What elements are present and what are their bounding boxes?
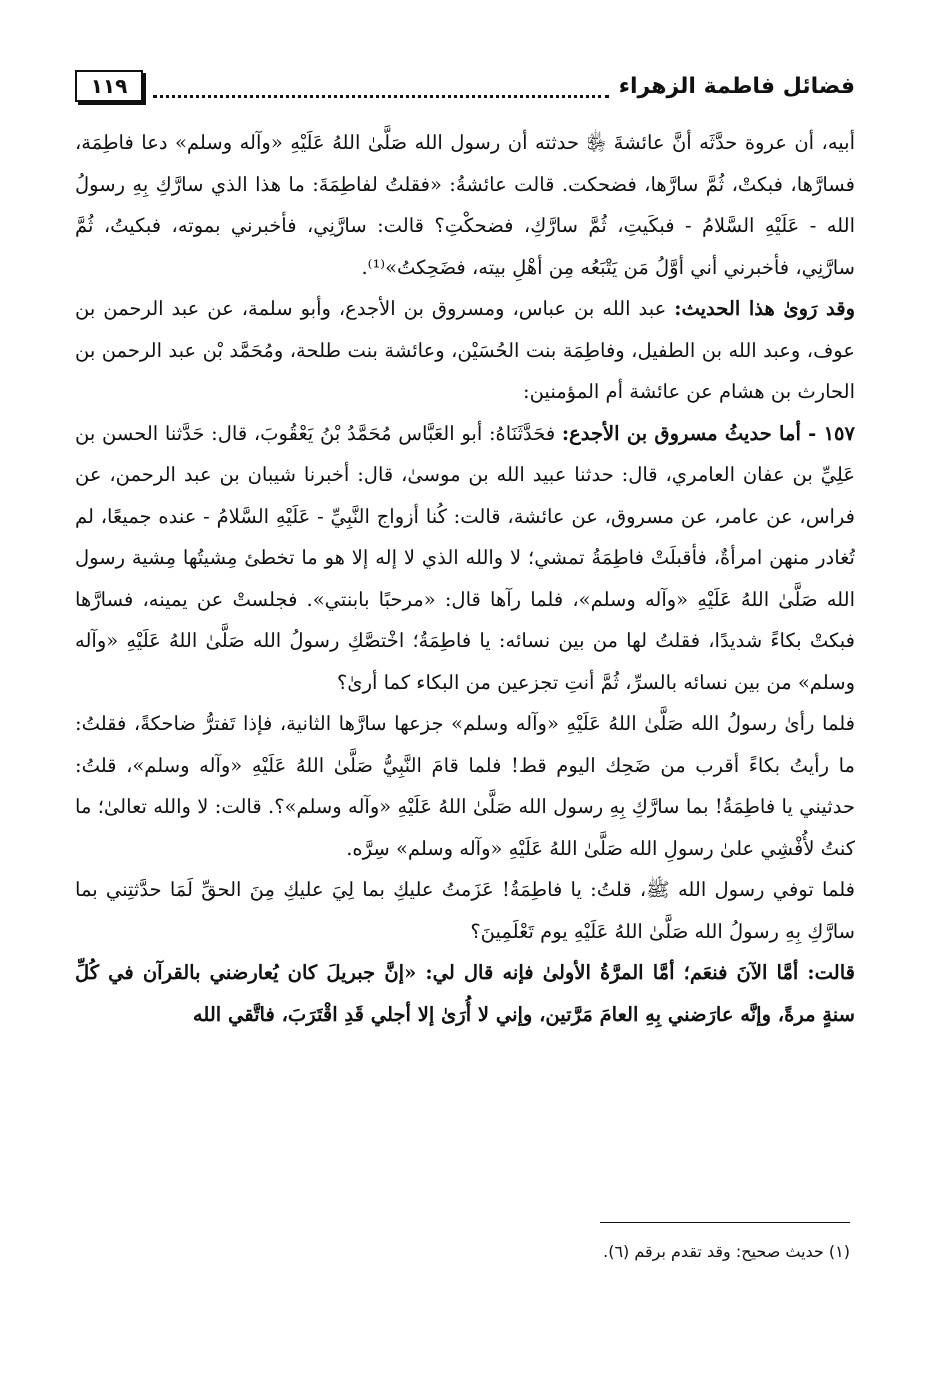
paragraph-lead: قالت: أمَّا الآنَ فنعَم؛ أمَّا المرَّةُ الأولىٰ فإنه قال لي: «إنَّ جبريلَ كان يُعارضني بالقرآن في كُلِّ سنةٍ مرةً، وإنَّه عارَضني بِهِ العامَ مَرَّتين، وإني لا أُرَىٰ إلا أجلي قَدِ اقْتَرَبَ، فاتَّقي الله: [75, 961, 855, 1026]
main-text: [75, 122, 855, 1212]
paragraph-text: عبد الله بن عباس، ومسروق بن الأجدع، وأبو سلمة، عن عبد الرحمن بن عوف، وعبد الله بن الطفيل، وفاطِمَة بنت الحُسَيْن، وعائشة بنت طلحة، ومُحَمَّد بْن عبد الرحمن بن الحارث بن هشام عن عائشة أم المؤمنين:: [75, 297, 855, 403]
paragraph-lead: ١٥٧ - أما حديثُ مسروق بن الأجدع:: [561, 421, 855, 445]
page-number: ١١٩: [75, 70, 143, 102]
running-title: فضائل فاطمة الزهراء: [618, 73, 855, 99]
paragraph: [75, 703, 855, 869]
paragraph: [75, 869, 855, 952]
paragraph: [75, 413, 855, 704]
paragraph: [75, 288, 855, 413]
paragraph-text: فحَدَّثَنَاهُ: أبو العَبَّاس مُحَمَّدُ بْنُ يَعْقُوبَ، قال: حَدَّثنا الحسن بن عَلِيِّ بن عفان العامري، قال: حدثنا عبيد الله بن موسىٰ، قال: أخبرنا شيبان بن عبد الرحمن، عن فراس، عن عامر، عن مسروق، عن عائشة، قالت: كُنا أزواج النَّبِيِّ - عَلَيْهِ السَّلامُ - عنده جميعًا، لم تُغادر منهن امرأةٌ، فأقبلَتْ فاطِمَةُ تمشي؛ لا والله الذي لا إله إلا هو ما تخطئ مِشيتُها مِشية رسول الله صَلَّىٰ اللهُ عَلَيْهِ «وآله وسلم»، فلما رآها قال: «مرحبًا بابنتي». فجلستْ عن يمينه، فسارَّها فبكتْ بكاءً شديدًا، فقلتُ لها من بين نسائه: يا فاطِمَةُ؛ اخْتصَّكِ رسولُ الله صَلَّىٰ اللهُ عَلَيْهِ «وآله وسلم» من بين نسائه بالسرِّ، ثُمَّ أنتِ تجزعين من البكاء كما أرىٰ؟: [75, 421, 855, 694]
footnote: (١) حديث صحيح: وقد تقدم برقم (٦).: [603, 1242, 850, 1261]
paragraph-text: أبيه، أن عروة حدَّثَه أنَّ عائشةَ ﵂ حدثته أن رسول الله صَلَّىٰ اللهُ عَلَيْهِ «وآله وسلم» دعا فاطِمَة، فسارَّها، فبكتْ، ثُمَّ سارَّها، فضحكت. قالت عائشةُ: «فقلتُ لفاطِمَةَ: ما هذا الذي سارَّكِ بِهِ رسولُ الله - عَلَيْهِ السَّلامُ - فبكَيتِ، ثُمَّ سارَّكِ، فضحكْتِ؟ قالت: سارَّنِي، فأخبرني بموته، فبكيتُ، ثُمَّ سارَّنِي، فأخبرني أني أوَّلُ مَن يَتْبَعُه مِن أهْلِ بيته، فضَحِكتُ»⁽¹⁾.: [75, 131, 855, 279]
paragraph: [75, 122, 855, 288]
paragraph-lead: وقد رَوىٰ هذا الحديث:: [674, 297, 855, 320]
paragraph-text: فلما رأىٰ رسولُ الله صَلَّىٰ اللهُ عَلَيْهِ «وآله وسلم» جزعها سارَّها الثانية، فإذا تَفترُّ ضاحكةً، فقلتُ: ما رأيتُ بكاءً أقرب من ضَحِك اليوم قط! فلما قامَ النَّبِيُّ صَلَّىٰ اللهُ عَلَيْهِ «وآله وسلم»، قلتُ: حدثيني يا فاطِمَةُ! بما سارَّكِ بِهِ رسول الله صَلَّىٰ اللهُ عَلَيْهِ «وآله وسلم»؟. قالت: لا والله تعالىٰ؛ ما كنتُ لأُفْشِي علىٰ رسولِ الله صَلَّىٰ اللهُ عَلَيْهِ «وآله وسلم» سِرَّه.: [75, 712, 855, 860]
page-header: [75, 62, 855, 110]
paragraph: [75, 952, 855, 1035]
footnote-separator: [600, 1222, 850, 1223]
dotted-leader: [153, 95, 609, 98]
paragraph-text: فلما توفي رسول الله ﷺ، قلتُ: يا فاطِمَةُ! عَزَمتُ عليكِ بما لِيَ عليكِ مِنَ الحقِّ لَمَا حدَّثتِني بما سارَّكِ بِهِ رسولُ الله صَلَّىٰ اللهُ عَلَيْهِ يوم تَعْلَمِينَ؟: [75, 878, 855, 943]
